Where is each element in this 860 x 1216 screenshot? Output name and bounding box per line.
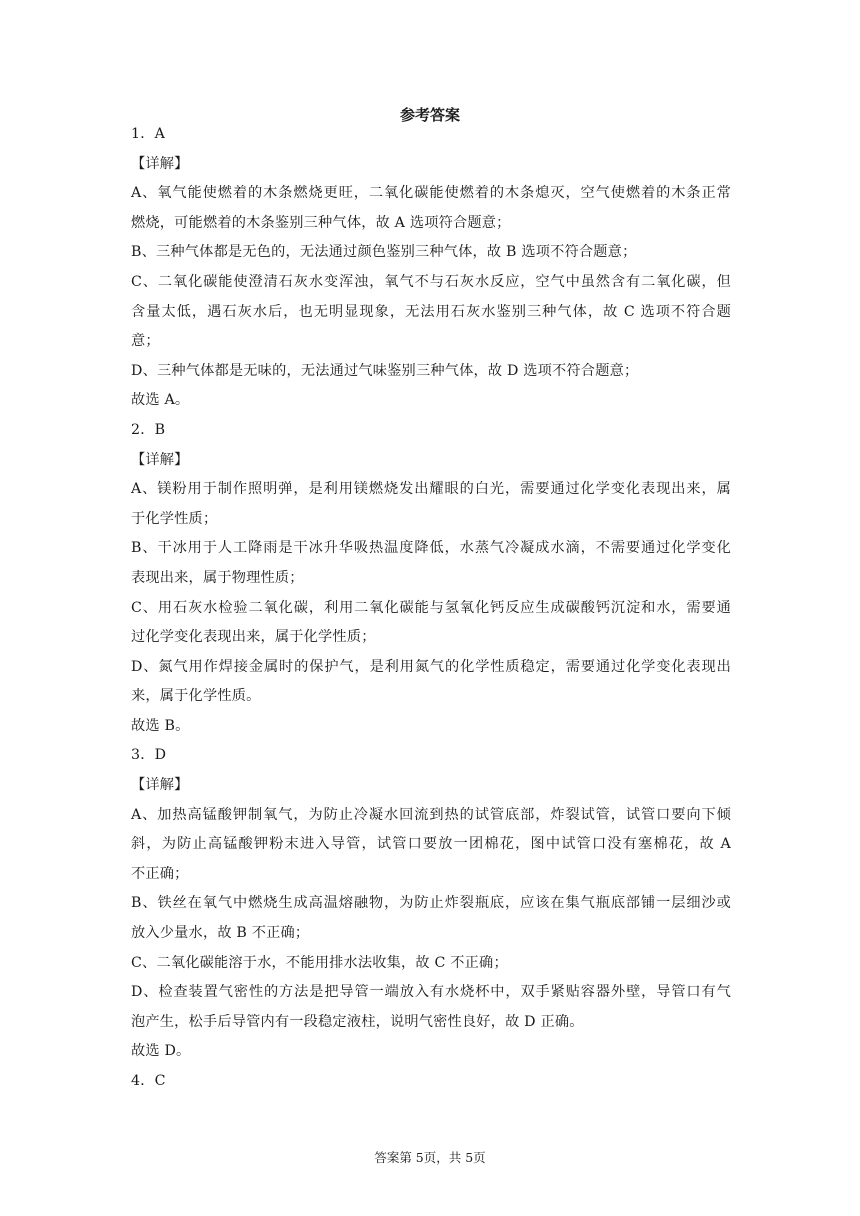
text-line: 燃烧，可能燃着的木条鉴别三种气体，故 A 选项符合题意； [131,214,511,231]
text-line: 意； [131,333,160,350]
text-line: A、加热高锰酸钾制氧气，为防止冷凝水回流到热的试管底部，炸裂试管，试管口要向下倾 [131,806,731,823]
text-line: C、二氧化碳能使澄清石灰水变浑浊，氧气不与石灰水反应，空气中虽然含有二氧化碳，但 [131,273,731,290]
text-line: B、铁丝在氧气中燃烧生成高温熔融物，为防止炸裂瓶底，应该在集气瓶底部铺一层细沙或 [131,895,731,912]
text-line: 斜，为防止高锰酸钾粉末进入导管，试管口要放一团棉花，图中试管口没有塞棉花，故 A [131,836,731,853]
text-line: D、氮气用作焊接金属时的保护气，是利用氮气的化学性质稳定，需要通过化学变化表现出 [131,658,731,675]
text-line: 表现出来，属于物理性质； [131,569,304,586]
text-line: 泡产生，松手后导管内有一段稳定液柱，说明气密性良好，故 D 正确。 [131,1013,584,1030]
text-line: D、三种气体都是无味的，无法通过气味鉴别三种气体，故 D 选项不符合题意； [131,362,639,379]
page-footer: 答案第 5页，共 5页 [374,1150,486,1165]
text-line: D、检查装置气密性的方法是把导管一端放入有水烧杯中，双手紧贴容器外壁，导管口有气 [131,984,731,1001]
text-line: 【详解】 [131,155,189,172]
text-line: 于化学性质； [131,510,218,527]
text-line: A、镁粉用于制作照明弹，是利用镁燃烧发出耀眼的白光，需要通过化学变化表现出来，属 [131,481,731,498]
text-line: 【详解】 [131,451,189,468]
text-line: 放入少量水，故 B 不正确； [131,925,310,942]
text-line: A、氧气能使燃着的木条燃烧更旺，二氧化碳能使燃着的木条熄灭，空气使燃着的木条正常 [131,185,731,202]
text-line: 【详解】 [131,777,189,794]
text-line: 1．A [131,126,166,142]
text-line: 故选 D。 [131,1043,191,1060]
text-line: 过化学变化表现出来，属于化学性质； [131,629,376,646]
text-line: B、干冰用于人工降雨是干冰升华吸热温度降低，水蒸气冷凝成水滴，不需要通过化学变化 [131,540,731,557]
text-line: 不正确； [131,865,189,882]
text-line: 4．C [131,1073,166,1089]
page-title: 参考答案 [399,106,460,124]
text-line: C、用石灰水检验二氧化碳，利用二氧化碳能与氢氧化钙反应生成碳酸钙沉淀和水，需要通 [131,599,731,616]
answer-content [131,120,731,1097]
text-line: 2．B [131,421,166,438]
text-line: 故选 A。 [131,392,190,409]
text-line: C、二氧化碳能溶于水，不能用排水法收集，故 C 不正确； [131,954,508,971]
text-line: 含量太低，遇石灰水后，也无明显现象，无法用石灰水鉴别三种气体，故 C 选项不符合题 [131,303,731,320]
text-line: 来，属于化学性质。 [131,688,261,705]
text-line: 故选 B。 [131,717,190,734]
text-line: B、三种气体都是无色的，无法通过颜色鉴别三种气体，故 B 选项不符合题意； [131,244,637,261]
text-line: 3．D [131,747,167,764]
